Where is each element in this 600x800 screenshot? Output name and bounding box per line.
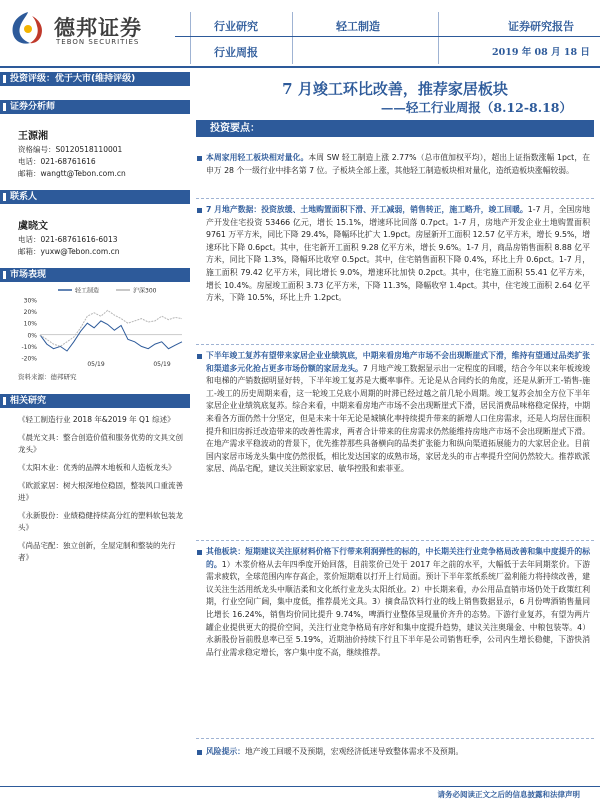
category-sublabel: 行业周报	[214, 46, 258, 59]
contact-section-header: 联系人	[0, 190, 190, 204]
chart-source: 资料来源：德邦研究	[18, 373, 77, 381]
series-line	[40, 310, 182, 346]
market-section-header: 市场表现	[0, 268, 190, 282]
related-item[interactable]: 《太阳木业：优秀的品牌木地板和人造板龙头》	[18, 463, 176, 472]
series-line	[40, 321, 182, 351]
related-item[interactable]: 《欧派家居：树大根深地位稳固，整装风口重流善进》	[18, 481, 183, 502]
tebon-logo-icon	[8, 10, 48, 46]
contact-email[interactable]: 邮箱：yuxw@Tebon.com.cn	[18, 247, 120, 256]
footer-rule	[0, 786, 600, 787]
header-divider	[292, 12, 293, 64]
y-tick-label: 20%	[23, 309, 37, 317]
report-subtitle: ——轻工行业周报（8.12-8.18）	[380, 100, 572, 115]
key-points-header: 投资要点：	[196, 120, 594, 137]
market-chart-svg	[0, 282, 190, 372]
analyst-email[interactable]: 邮箱：wangtt@Tebon.com.cn	[18, 169, 126, 178]
tebon-logo	[8, 8, 168, 50]
x-tick-label: 05/19	[153, 361, 171, 368]
rating-bar: 投资评级：优于大市(维持评级)	[0, 72, 190, 86]
report-date: 2019 年 08 月 18 日	[492, 47, 590, 58]
left-sidebar	[0, 68, 190, 768]
bullet-lead: 风险提示：	[206, 747, 245, 756]
legend-label: 轻工制造	[75, 287, 100, 295]
report-title: 7 月竣工环比改善，推荐家居板块	[282, 80, 508, 98]
page-footer	[0, 786, 600, 800]
header-divider	[438, 12, 439, 64]
bullet-home-furnishing	[206, 350, 590, 476]
analyst-phone: 电话：021-68761616	[18, 157, 96, 166]
analyst-name: 王源湘	[18, 131, 48, 142]
x-tick-label: 05/19	[87, 361, 105, 368]
category-label: 行业研究	[214, 20, 258, 33]
bullet-text: 7 月地产竣工数据显示出一定程度的回暖，结合今年以来年板竣竣和电梯的产销数据明显好转，下半年竣工复苏是大概率事件。无论是从合同约长的角度，还是从新开工-销售-施工-竣工的历史周期来看，这一轮竣工兑底小周期的时滞已经过越之前几轮小周期。竣工复苏会加全方位下半年家居企业业绩筑底复苏。综合来看，中期来看房地产市场不会出现断崖式下滑，居民消费品味格稳定保持，中期来看各方面仍然十分坚定，但是未来十年无论是城镇化率持续提升带来的新增人口住房需求，还是人均居住面积提升和旧房拆迁改造带来的改善性需求，两者合计带来的住房需求仍然能维持房地产市场不会出现断崖式下滑。在地产需求平稳波动的背景下，优先推荐那些具备横向的品类扩张能力和纵向渠道拓展能力的大家居企业。目前国内家居市场龙头集中度仍然很低，相比发达国家的成熟市场，家居龙头的市占率提升空间仍然较大。推荐欧派家居、尚品宅配，建议关注顾家家居、敏华控股和索菲亚。	[206, 363, 591, 474]
bullet-lead: 7 月地产数据：投资放缓、土地购置面积下滑、开工减弱，销售转正，施工略升，竣工回暖。	[206, 205, 528, 214]
y-tick-label: 0%	[27, 332, 37, 340]
bullet-text: 1）木浆价格从去年四季度开始回落，目前浆价已处于 2017 年之前的水平，大幅低于去年同期浆价。下游需求疲软，全球范围内库存高企，浆价短期难以打开上行局面。预计下半年浆纸系统厂盈利能力将持续改善，建议关注生活用纸龙头中顺洁柔和文化纸行业龙头太阳纸业。2）中长期来看，办公用品直销市场仍处于政策红利期，行业空间广阔，集中度低，推荐晨光文具。3）摘食品饮料行业的线上销售数据显示，6 月份啤酒销售量同比增长 16.24%，销售均价同比提升 9.74%，啤酒行业整体呈现量价齐升的态势。下游行业复苏，有望为两片罐企业提供更大的提价空间，关注行业竞争格局有序好和集中度提升趋势，建议关注奥瑞金、中粮包装等。4）永新股份旨前殷息率已至 5.19%，近期油价持续下行且下半年是公司销售旺季，公司内生增长稳健，下游快消品行业需求稳定增长，客户集中度不高，继续推荐。	[206, 559, 591, 657]
analyst-section-header: 证券分析师	[0, 100, 190, 114]
section-divider	[196, 344, 594, 345]
bullet-weekly	[206, 152, 590, 177]
logo-english: TEBON SECURITIES	[56, 38, 140, 46]
bullet-lead: 其他板块：短期建议关注原材料价格下行带来利润弹性的标的，中长期关注行业竞争格局改善和集中度提升的标的。	[206, 547, 590, 569]
related-item[interactable]: 《尚品宅配：独立创新，全屋定制和整装的先行者》	[18, 541, 176, 562]
y-tick-label: 10%	[23, 320, 37, 328]
section-divider	[196, 198, 594, 199]
logo-chinese: 德邦证券	[54, 15, 142, 40]
contact-name: 虞晓文	[18, 221, 48, 232]
bullet-risk	[206, 746, 590, 759]
y-tick-label: -20%	[21, 355, 37, 363]
industry-label: 轻工制造	[336, 20, 380, 33]
header-divider	[190, 12, 191, 64]
section-divider	[196, 540, 594, 541]
y-tick-label: 30%	[23, 297, 37, 305]
bullet-text: 地产竣工回暖不及预期，宏观经济低迷导致整体需求不及预期。	[244, 747, 464, 756]
header-rule	[175, 36, 600, 37]
contact-phone: 电话：021-68761616-6013	[18, 235, 118, 244]
bullet-text: 1-7 月，全国房地产开发住宅投资 53466 亿元，增长 15.1%，增速环比回落 0.7pct。1-7 月，房地产开发企业土地购置面积 9761 万平方米，同比下降 29.4%，降幅环比扩大 1.9pct。房屋新开工面积 12.57 亿平方米，增长 9.5%，增速环比下降 0.6pct。其中，住宅新开工面积 9.28 亿平方米，增长 9.6%。1-7 月，商品房销售面积 8.88 亿平方米，同比下降 1.3%，降幅环比收窄 0.5pct。其中，住宅销售面积下降 0.4%，环比上升 0.6pct。1-7 月，施工面积 79.42 亿平方米，同比增长 9.0%，增速环比加快 0.2pct。其中，住宅施工面积 55.41 亿平方米，增长 10.4%。房屋竣工面积 3.73 亿平方米，下降 11.3%，降幅收窄 1.4pct。其中，住宅竣工面积 2.64 亿平方米，下降 10.5%，环比上升 1.2pct。	[206, 205, 590, 303]
bullet-property	[206, 204, 590, 305]
bullet-lead: 本周家用轻工板块相对量化。	[206, 153, 309, 162]
bullet-text: 本周 SW 轻工制造上涨 2.77%（总市值加权平均），超出上证指数涨幅 1pct，在申万 28 个一级行业中排名第 7 位。子板块全部上涨，其他轻工制造板块相对量化，造纸造板块涨幅较弱。	[206, 153, 590, 175]
related-section-header: 相关研究	[0, 394, 190, 408]
market-performance-chart	[0, 282, 190, 372]
bullet-lead: 下半年竣工复苏有望带来家居企业业绩筑底，中期来看房地产市场不会出现断崖式下滑，维持有望通过品类扩张和渠道多元化抢占更多市场份额的家居龙头。	[206, 351, 590, 373]
report-header	[0, 0, 600, 68]
bullet-other-sectors	[206, 546, 590, 659]
related-research-list	[0, 414, 190, 564]
analyst-license: 资格编号：S0120518110001	[18, 145, 123, 154]
footer-disclaimer: 请务必阅读正文之后的信息披露和法律声明	[437, 790, 580, 799]
related-item[interactable]: 《轻工制造行业 2018 年&2019 年 Q1 综述》	[18, 415, 175, 424]
main-content	[196, 68, 594, 788]
y-tick-label: -10%	[21, 343, 37, 351]
section-divider	[196, 738, 594, 739]
legend-label: 沪深300	[133, 287, 157, 295]
related-item[interactable]: 《永新股份：业绩稳健持续高分红的塑料软包装龙头》	[18, 511, 183, 532]
report-type-label: 证券研究报告	[508, 20, 574, 33]
related-item[interactable]: 《晨光文具：整合创造价值和服务优势的文具文创龙头》	[18, 433, 183, 454]
